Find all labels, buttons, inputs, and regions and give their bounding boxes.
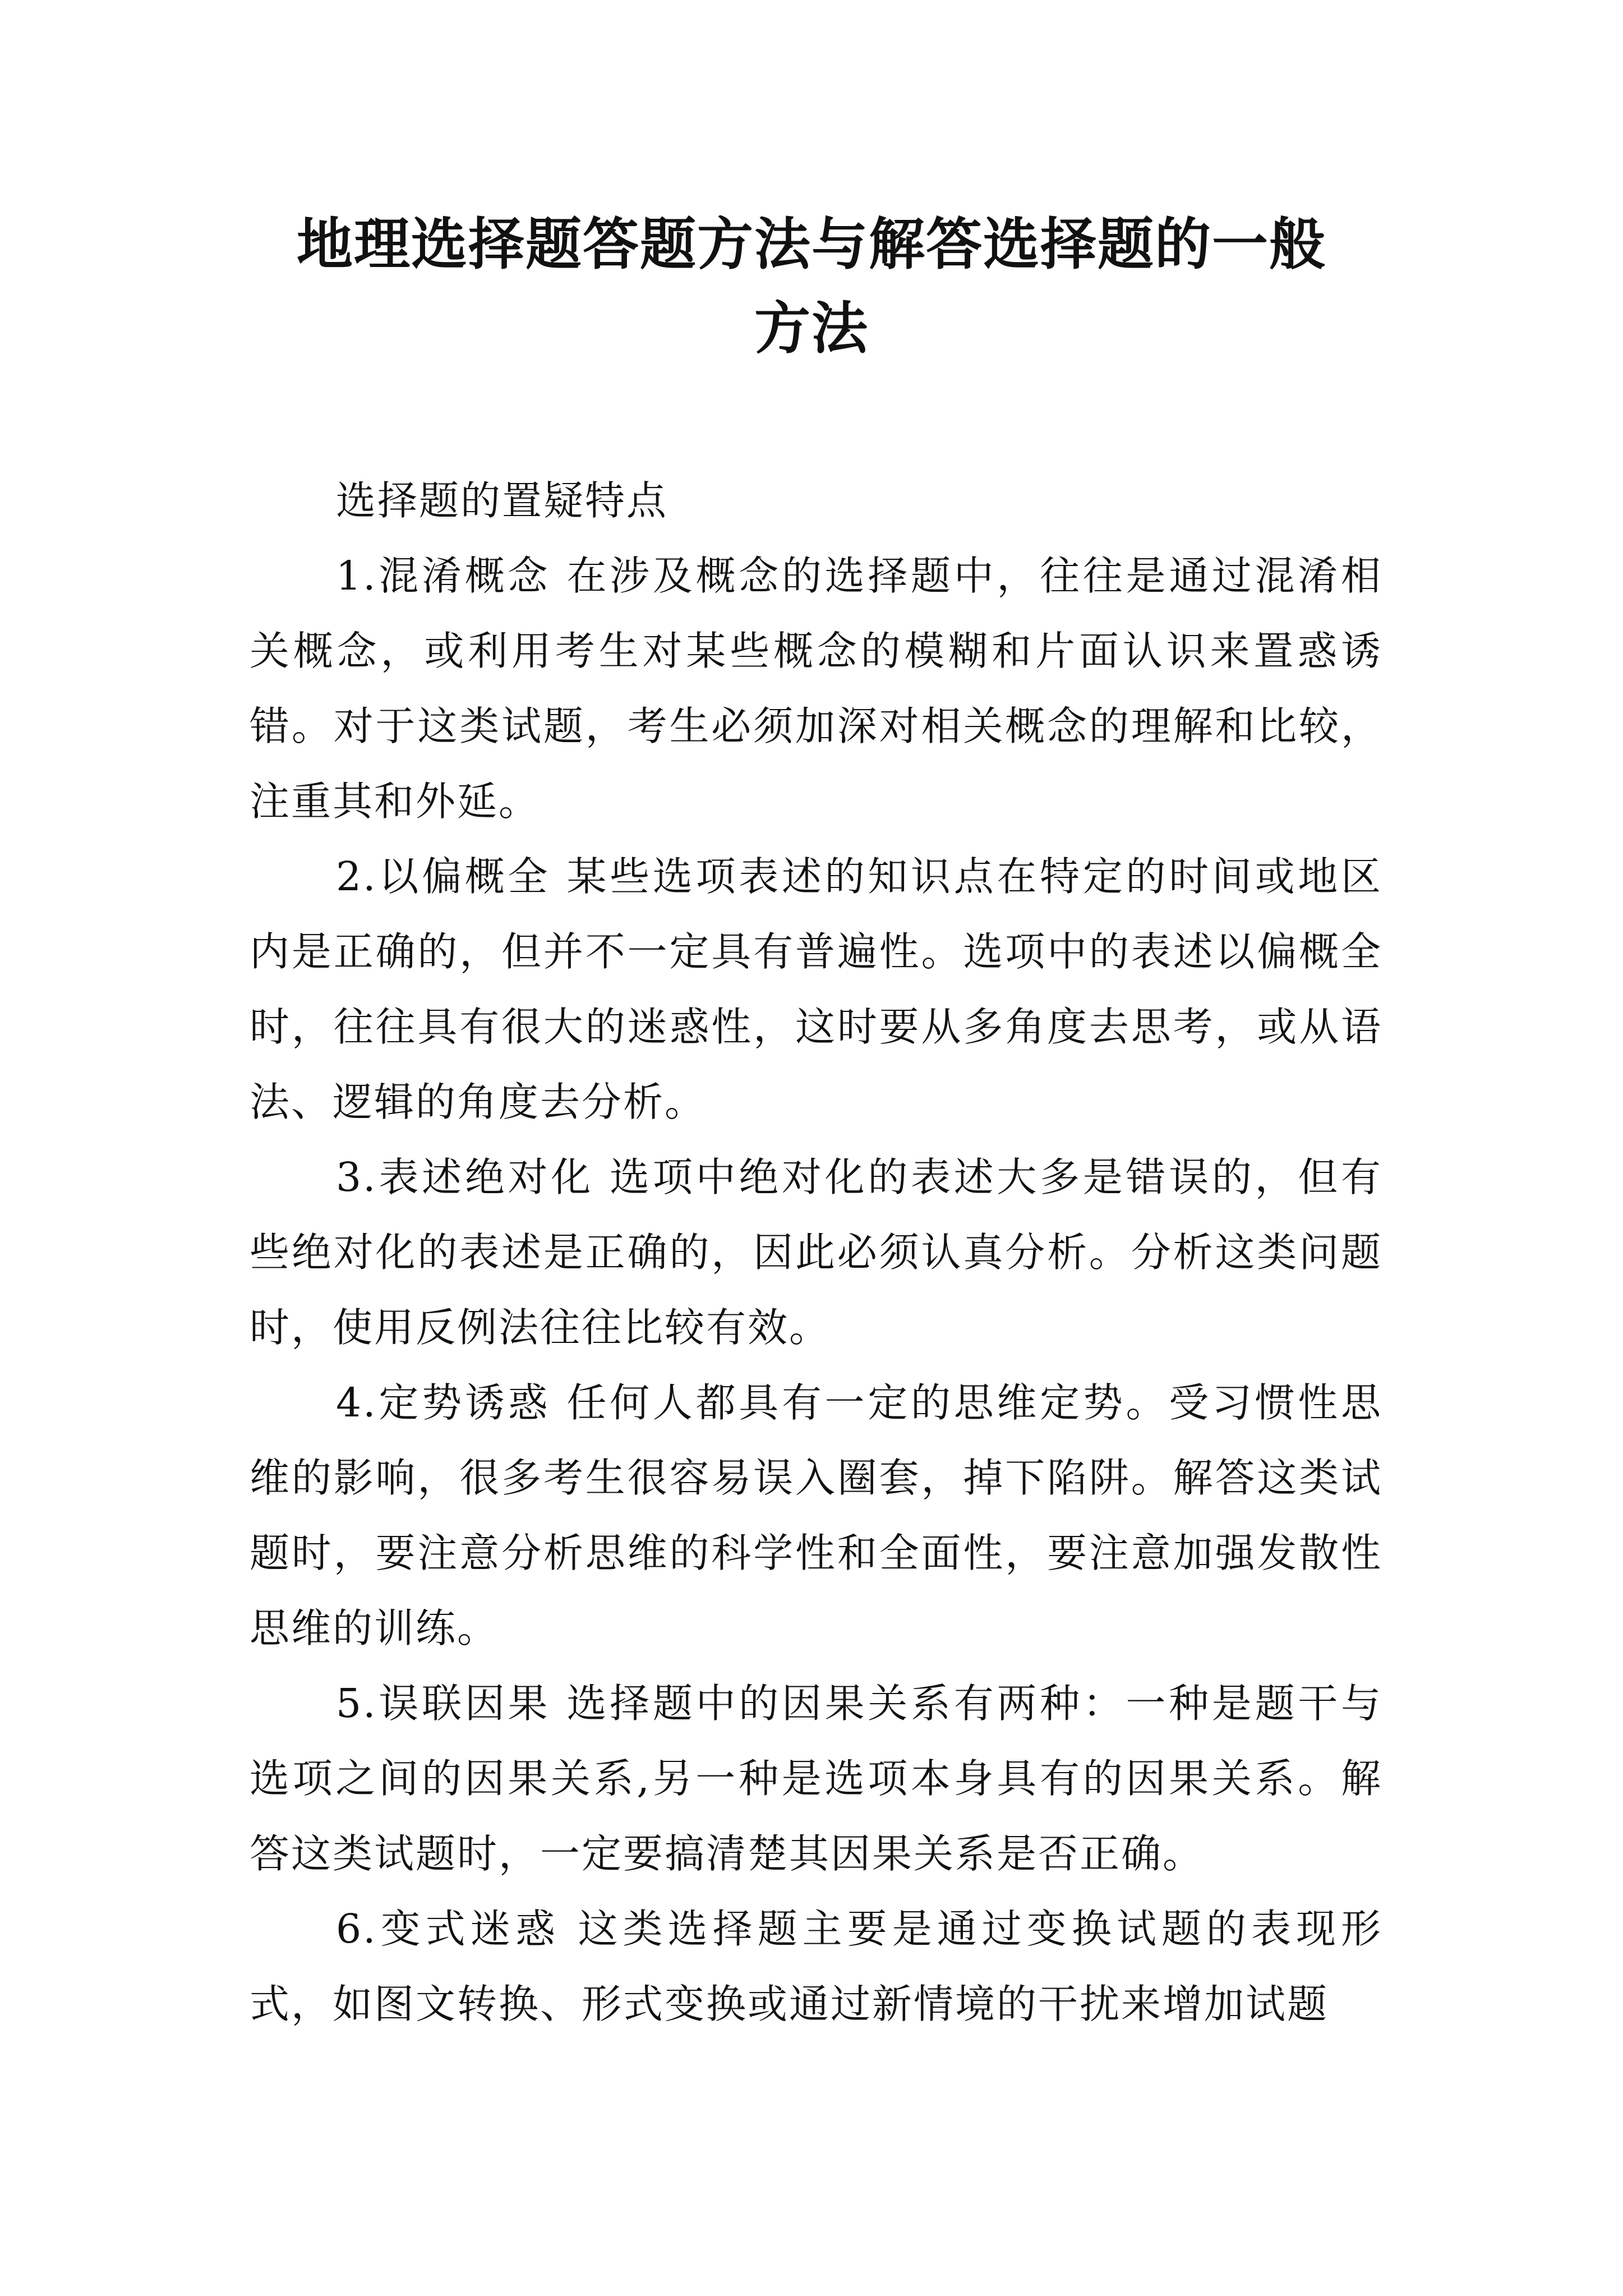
paragraph-2: 2.以偏概全 某些选项表述的知识点在特定的时间或地区内是正确的，但并不一定具有普遍性。选项中的表述以偏概全时，往往具有很大的迷惑性，这时要从多角度去思考，或从语法、逻辑的角度去分析。 [250,853,1382,1125]
paragraph-4: 4.定势诱惑 任何人都具有一定的思维定势。受习惯性思维的影响，很多考生很容易误入圈套，掉下陷阱。解答这类试题时，要注意分析思维的科学性和全面性，要注意加强发散性思维的训练。 [250,1379,1382,1651]
paragraph-6: 6.变式迷惑 这类选择题主要是通过变换试题的表现形式，如图文转换、形式变换或通过新情境的干扰来增加试题 [250,1906,1382,2027]
paragraph-5: 5.误联因果 选择题中的因果关系有两种：一种是题干与选项之间的因果关系,另一种是选项本身具有的因果关系。解答这类试题时，一定要搞清楚其因果关系是否正确。 [250,1680,1382,1877]
section-heading: 选择题的置疑特点 [336,477,668,524]
document-body [250,463,1382,2042]
document-title-line-2: 方法 [754,295,869,361]
paragraph-3: 3.表述绝对化 选项中绝对化的表述大多是错误的，但有些绝对化的表述是正确的，因此必须认真分析。分析这类问题时，使用反例法往往比较有效。 [250,1154,1382,1351]
document-title-line-1: 地理选择题答题方法与解答选择题的一般 [297,211,1326,277]
paragraph-1: 1.混淆概念 在涉及概念的选择题中，往往是通过混淆相关概念，或利用考生对某些概念的模糊和片面认识来置惑诱错。对于这类试题，考生必须加深对相关概念的理解和比较，注重其和外延。 [250,553,1382,825]
